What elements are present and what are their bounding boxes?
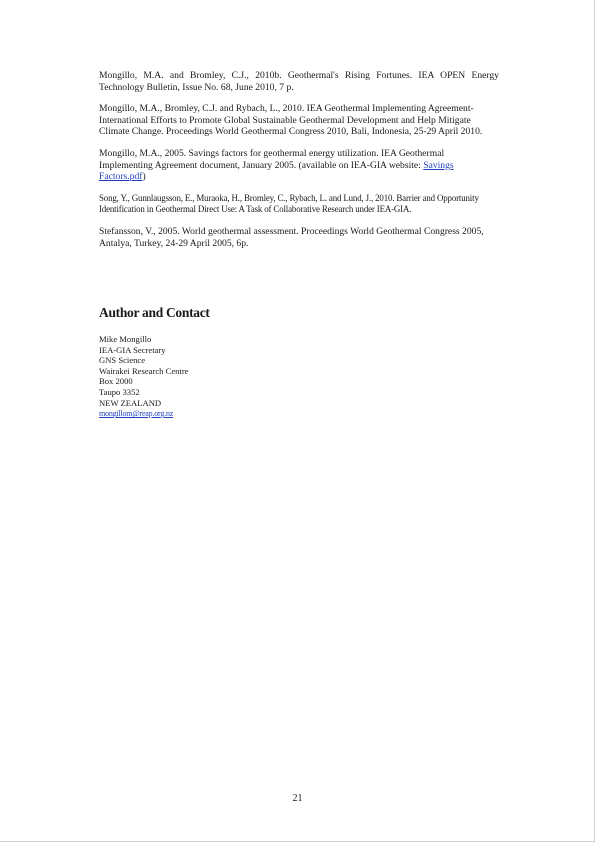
reference-item: Mongillo, M.A., Bromley, C.J. and Rybach, L., 2010. IEA Geothermal Implementing Agreement-International Efforts to Promote Global Sustainable Geothermal Development and Help Mitigate Climate Change. Proceedings World Geothermal Congress 2010, Bali, Indonesia, 25-29 April 2010. [99,103,483,138]
reference-item: Mongillo, M.A. and Bromley, C.J., 2010b. Geothermal's Rising Fortunes. IEA OPEN Energy Technology Bulletin, Issue No. 68, June 2010, 7 p. [99,70,499,93]
contact-box: Box 2000 [99,376,133,387]
contact-email-link[interactable]: mongillom@reap.org.nz [99,409,174,419]
contact-name: Mike Mongillo [99,334,152,344]
reference-item [99,148,499,183]
contact-title: IEA-GIA Secretary [99,344,166,355]
reference-text: Mongillo, M.A., 2005. Savings factors for geothermal energy utilization. IEA Geothermal Implementing Agreement document, January 2005. (available on IEA-GIA website: [99,147,445,171]
contact-city: Taupo 3352 [99,386,140,397]
contact-centre: Wairakei Research Centre [99,365,189,376]
contact-block [99,334,189,420]
contact-organization: GNS Science [99,355,146,366]
reference-item: Song, Y., Gunnlaugsson, E., Muraoka, H., Bromley, C., Rybach, L. and Lund, J., 2010. Barrier and Opportunity Identification in Geothermal Direct Use: A Task of Collaborative Research under IEA-GIA. [99,192,479,215]
reference-item: Stefansson, V., 2005. World geothermal assessment. Proceedings World Geothermal Congress 2005, Antalya, Turkey, 24-29 April 2005, 6p. [99,225,484,249]
reference-list [99,70,499,259]
contact-country: NEW ZEALAND [99,397,162,408]
savings-factors-link[interactable]: Savings Factors.pdf [99,159,454,183]
reference-text-after: ) [142,171,146,183]
author-contact-heading: Author and Contact [99,305,210,320]
page-number: 21 [292,793,303,804]
